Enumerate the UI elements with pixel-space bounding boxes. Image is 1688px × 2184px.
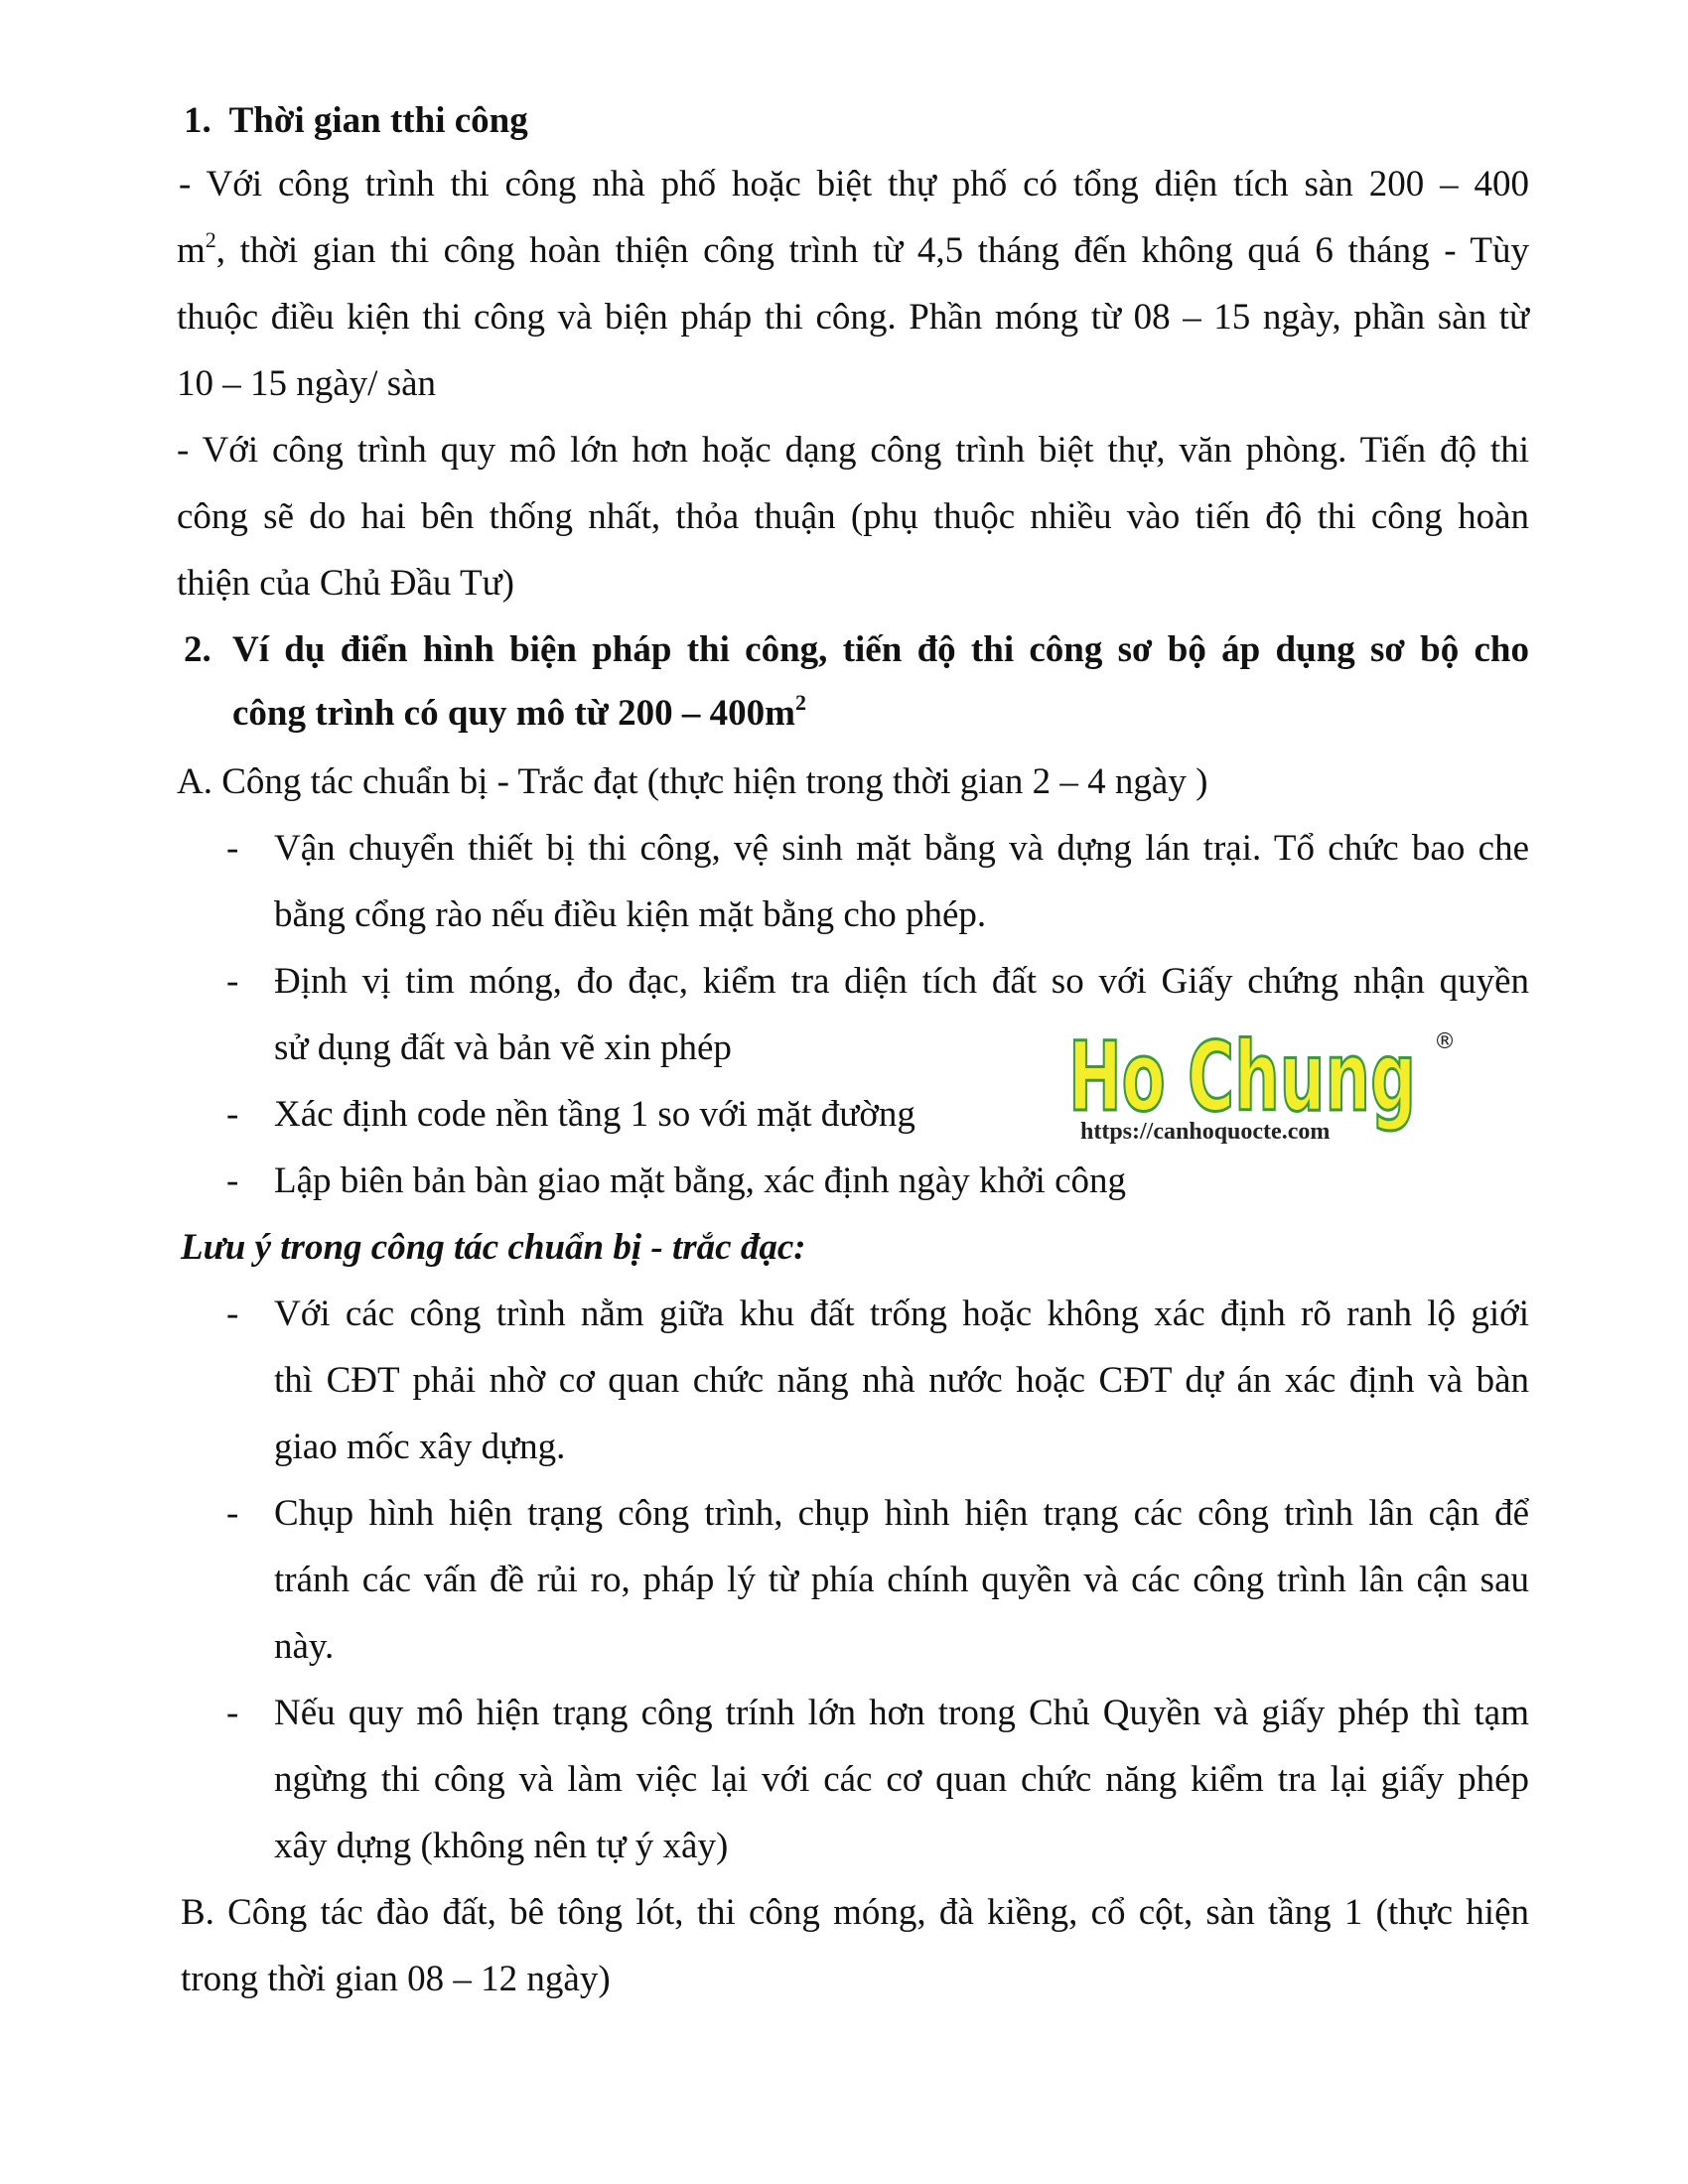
bullet-dash: - — [226, 1294, 239, 1334]
part-a-item-1-line-1: Vận chuyển thiết bị thi công, vệ sinh mặt bằng và dựng lán trại. Tổ chức bao che — [274, 828, 1529, 869]
superscript-2: 2 — [205, 227, 216, 252]
s1-paragraph-1-line-1: - Với công trình thi công nhà phố hoặc biệt thự phố có tổng diện tích sàn 200 – 400 — [179, 164, 1529, 205]
superscript-2: 2 — [794, 690, 806, 715]
section-2-title-line-1: Ví dụ điển hình biện pháp thi công, tiến độ thi công sơ bộ áp dụng sơ bộ cho — [232, 629, 1529, 670]
section-2-number: 2. — [184, 629, 211, 670]
note-item-3-line-3: xây dựng (không nên tự ý xây) — [274, 1826, 729, 1866]
bullet-dash: - — [226, 828, 239, 869]
s1-paragraph-2-line-3: thiện của Chủ Đầu Tư) — [177, 563, 514, 604]
bullet-dash: - — [226, 1160, 239, 1201]
logo-url: https://canhoquocte.com — [1080, 1119, 1331, 1145]
logo-wordmark: Ho Chung — [1068, 1023, 1416, 1133]
part-b-line-2: trong thời gian 08 – 12 ngày) — [181, 1959, 611, 1999]
part-a-item-1-line-2: bằng cổng rào nếu điều kiện mặt bằng cho phép. — [274, 894, 987, 935]
bullet-dash: - — [226, 961, 239, 1002]
s1-paragraph-2-line-1: - Với công trình quy mô lớn hơn hoặc dạng công trình biệt thự, văn phòng. Tiến độ thi — [177, 430, 1529, 471]
part-a-heading: A. Công tác chuẩn bị - Trắc đạt (thực hiện trong thời gian 2 – 4 ngày ) — [177, 761, 1208, 802]
section-1-number: 1. — [184, 100, 211, 141]
bullet-dash: - — [226, 1094, 239, 1135]
unit-m: m — [177, 230, 206, 271]
bullet-dash: - — [226, 1693, 239, 1733]
s2-title-l2-text: công trình có quy mô từ 200 – 400m — [232, 693, 795, 734]
s1-p1-l2-text: , thời gian thi công hoàn thiện công trình từ 4,5 tháng đến không quá 6 tháng - Tùy — [215, 230, 1529, 271]
note-item-1-line-1: Với các công trình nằm giữa khu đất trống hoặc không xác định rõ ranh lộ giới — [274, 1294, 1529, 1334]
part-a-item-3: Xác định code nền tầng 1 so với mặt đường — [274, 1094, 915, 1135]
note-heading: Lưu ý trong công tác chuẩn bị - trắc đạc: — [181, 1227, 806, 1268]
s1-paragraph-1-line-4: 10 – 15 ngày/ sàn — [177, 363, 437, 404]
part-a-item-4: Lập biên bản bàn giao mặt bằng, xác định ngày khởi công — [274, 1160, 1126, 1201]
s1-paragraph-2-line-2: công sẽ do hai bên thống nhất, thỏa thuận (phụ thuộc nhiều vào tiến độ thi công hoàn — [177, 496, 1529, 537]
note-item-1-line-2: thì CĐT phải nhờ cơ quan chức năng nhà nước hoặc CĐT dự án xác định và bàn — [274, 1360, 1529, 1401]
bullet-dash: - — [226, 1493, 239, 1534]
note-item-2-line-2: tránh các vấn đề rủi ro, pháp lý từ phía chính quyền và các công trình lân cận sau — [274, 1560, 1529, 1600]
registered-mark: ® — [1434, 1029, 1456, 1054]
part-a-item-2-line-2: sử dụng đất và bản vẽ xin phép — [274, 1027, 732, 1068]
note-item-3-line-1: Nếu quy mô hiện trạng công trính lớn hơn trong Chủ Quyền và giấy phép thì tạm — [274, 1693, 1529, 1733]
section-1-title: Thời gian tthi công — [228, 100, 528, 141]
note-item-3-line-2: ngừng thi công và làm việc lại với các cơ quan chức năng kiểm tra lại giấy phép — [274, 1759, 1529, 1800]
section-1-heading — [184, 98, 528, 144]
s1-paragraph-1-line-2 — [177, 228, 1529, 274]
part-a-item-2-line-1: Định vị tim móng, đo đạc, kiểm tra diện tích đất so với Giấy chứng nhận quyền — [274, 961, 1529, 1002]
note-item-2-line-3: này. — [274, 1626, 335, 1667]
ho-chung-logo — [1060, 1023, 1458, 1147]
note-item-2-line-1: Chụp hình hiện trạng công trình, chụp hình hiện trạng các công trình lân cận để — [274, 1493, 1529, 1534]
part-b-line-1: B. Công tác đào đất, bê tông lót, thi công móng, đà kiềng, cổ cột, sàn tầng 1 (thực hiện — [181, 1892, 1529, 1933]
s1-paragraph-1-line-3: thuộc điều kiện thi công và biện pháp thi công. Phần móng từ 08 – 15 ngày, phần sàn từ — [177, 297, 1529, 338]
note-item-1-line-3: giao mốc xây dựng. — [274, 1427, 566, 1467]
section-2-title-line-2 — [232, 691, 806, 737]
